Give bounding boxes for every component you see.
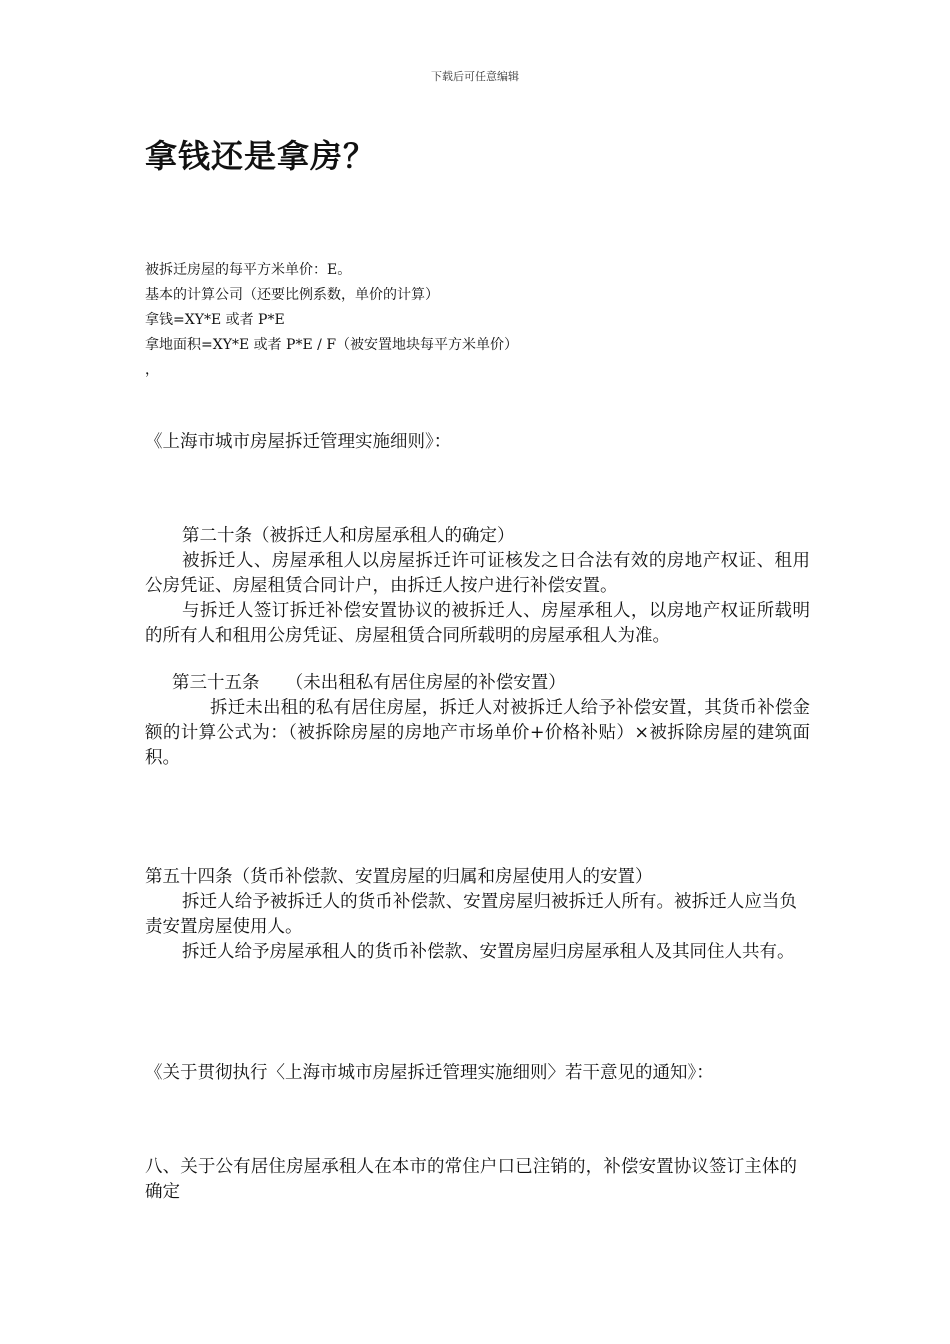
article-20-paragraph-2: 与拆迁人签订拆迁补偿安置协议的被拆迁人、房屋承租人，以房地产权证所载明的所有人和租用公房凭证、房屋租赁合同所载明的房屋承租人为准。 [145, 601, 810, 646]
formula-line-basic: 基本的计算公司（还要比例系数，单价的计算） [145, 287, 439, 303]
regulation-title-2: 《关于贯彻执行〈上海市城市房屋拆迁管理实施细则〉若干意见的通知》： [145, 1063, 714, 1083]
regulation-title-1: 《上海市城市房屋拆迁管理实施细则》： [145, 432, 452, 452]
article-20-paragraph-1: 被拆迁人、房屋承租人以房屋拆迁许可证核发之日合法有效的房地产权证、租用公房凭证、房屋租赁合同计户，由拆迁人按户进行补偿安置。 [145, 551, 810, 596]
header-note: 下载后可任意编辑 [431, 70, 519, 83]
page-title: 拿钱还是拿房？ [145, 137, 377, 175]
formula-line-unit-price: 被拆迁房屋的每平方米单价：E。 [145, 262, 352, 278]
article-54-heading: 第五十四条（货币补偿款、安置房屋的归属和房屋使用人的安置） [145, 867, 653, 887]
article-20-heading: 第二十条（被拆迁人和房屋承租人的确定） [182, 526, 515, 546]
article-35-heading: 第三十五条 （未出租私有居住房屋的补偿安置） [172, 673, 566, 693]
article-54-paragraph-2: 拆迁人给予房屋承租人的货币补偿款、安置房屋归房屋承租人及其同住人共有。 [182, 942, 795, 962]
article-54-paragraph-1: 拆迁人给予被拆迁人的货币补偿款、安置房屋归被拆迁人所有。被拆迁人应当负责安置房屋使用人。 [145, 892, 797, 937]
article-35-paragraph-1: 拆迁未出租的私有居住房屋，拆迁人对被拆迁人给予补偿安置，其货币补偿金额的计算公式为：（被拆除房屋的房地产市场单价+价格补贴）×被拆除房屋的建筑面积。 [145, 698, 810, 768]
section-8-heading: 八、关于公有居住房屋承租人在本市的常住户口已注销的，补偿安置协议签订主体的确定 [145, 1157, 797, 1202]
formula-line-money: 拿钱=XY*E 或者 P*E [145, 312, 285, 328]
formula-line-comma: ， [145, 362, 159, 378]
formula-line-land-area: 拿地面积=XY*E 或者 P*E / F（被安置地块每平方米单价） [145, 337, 519, 353]
